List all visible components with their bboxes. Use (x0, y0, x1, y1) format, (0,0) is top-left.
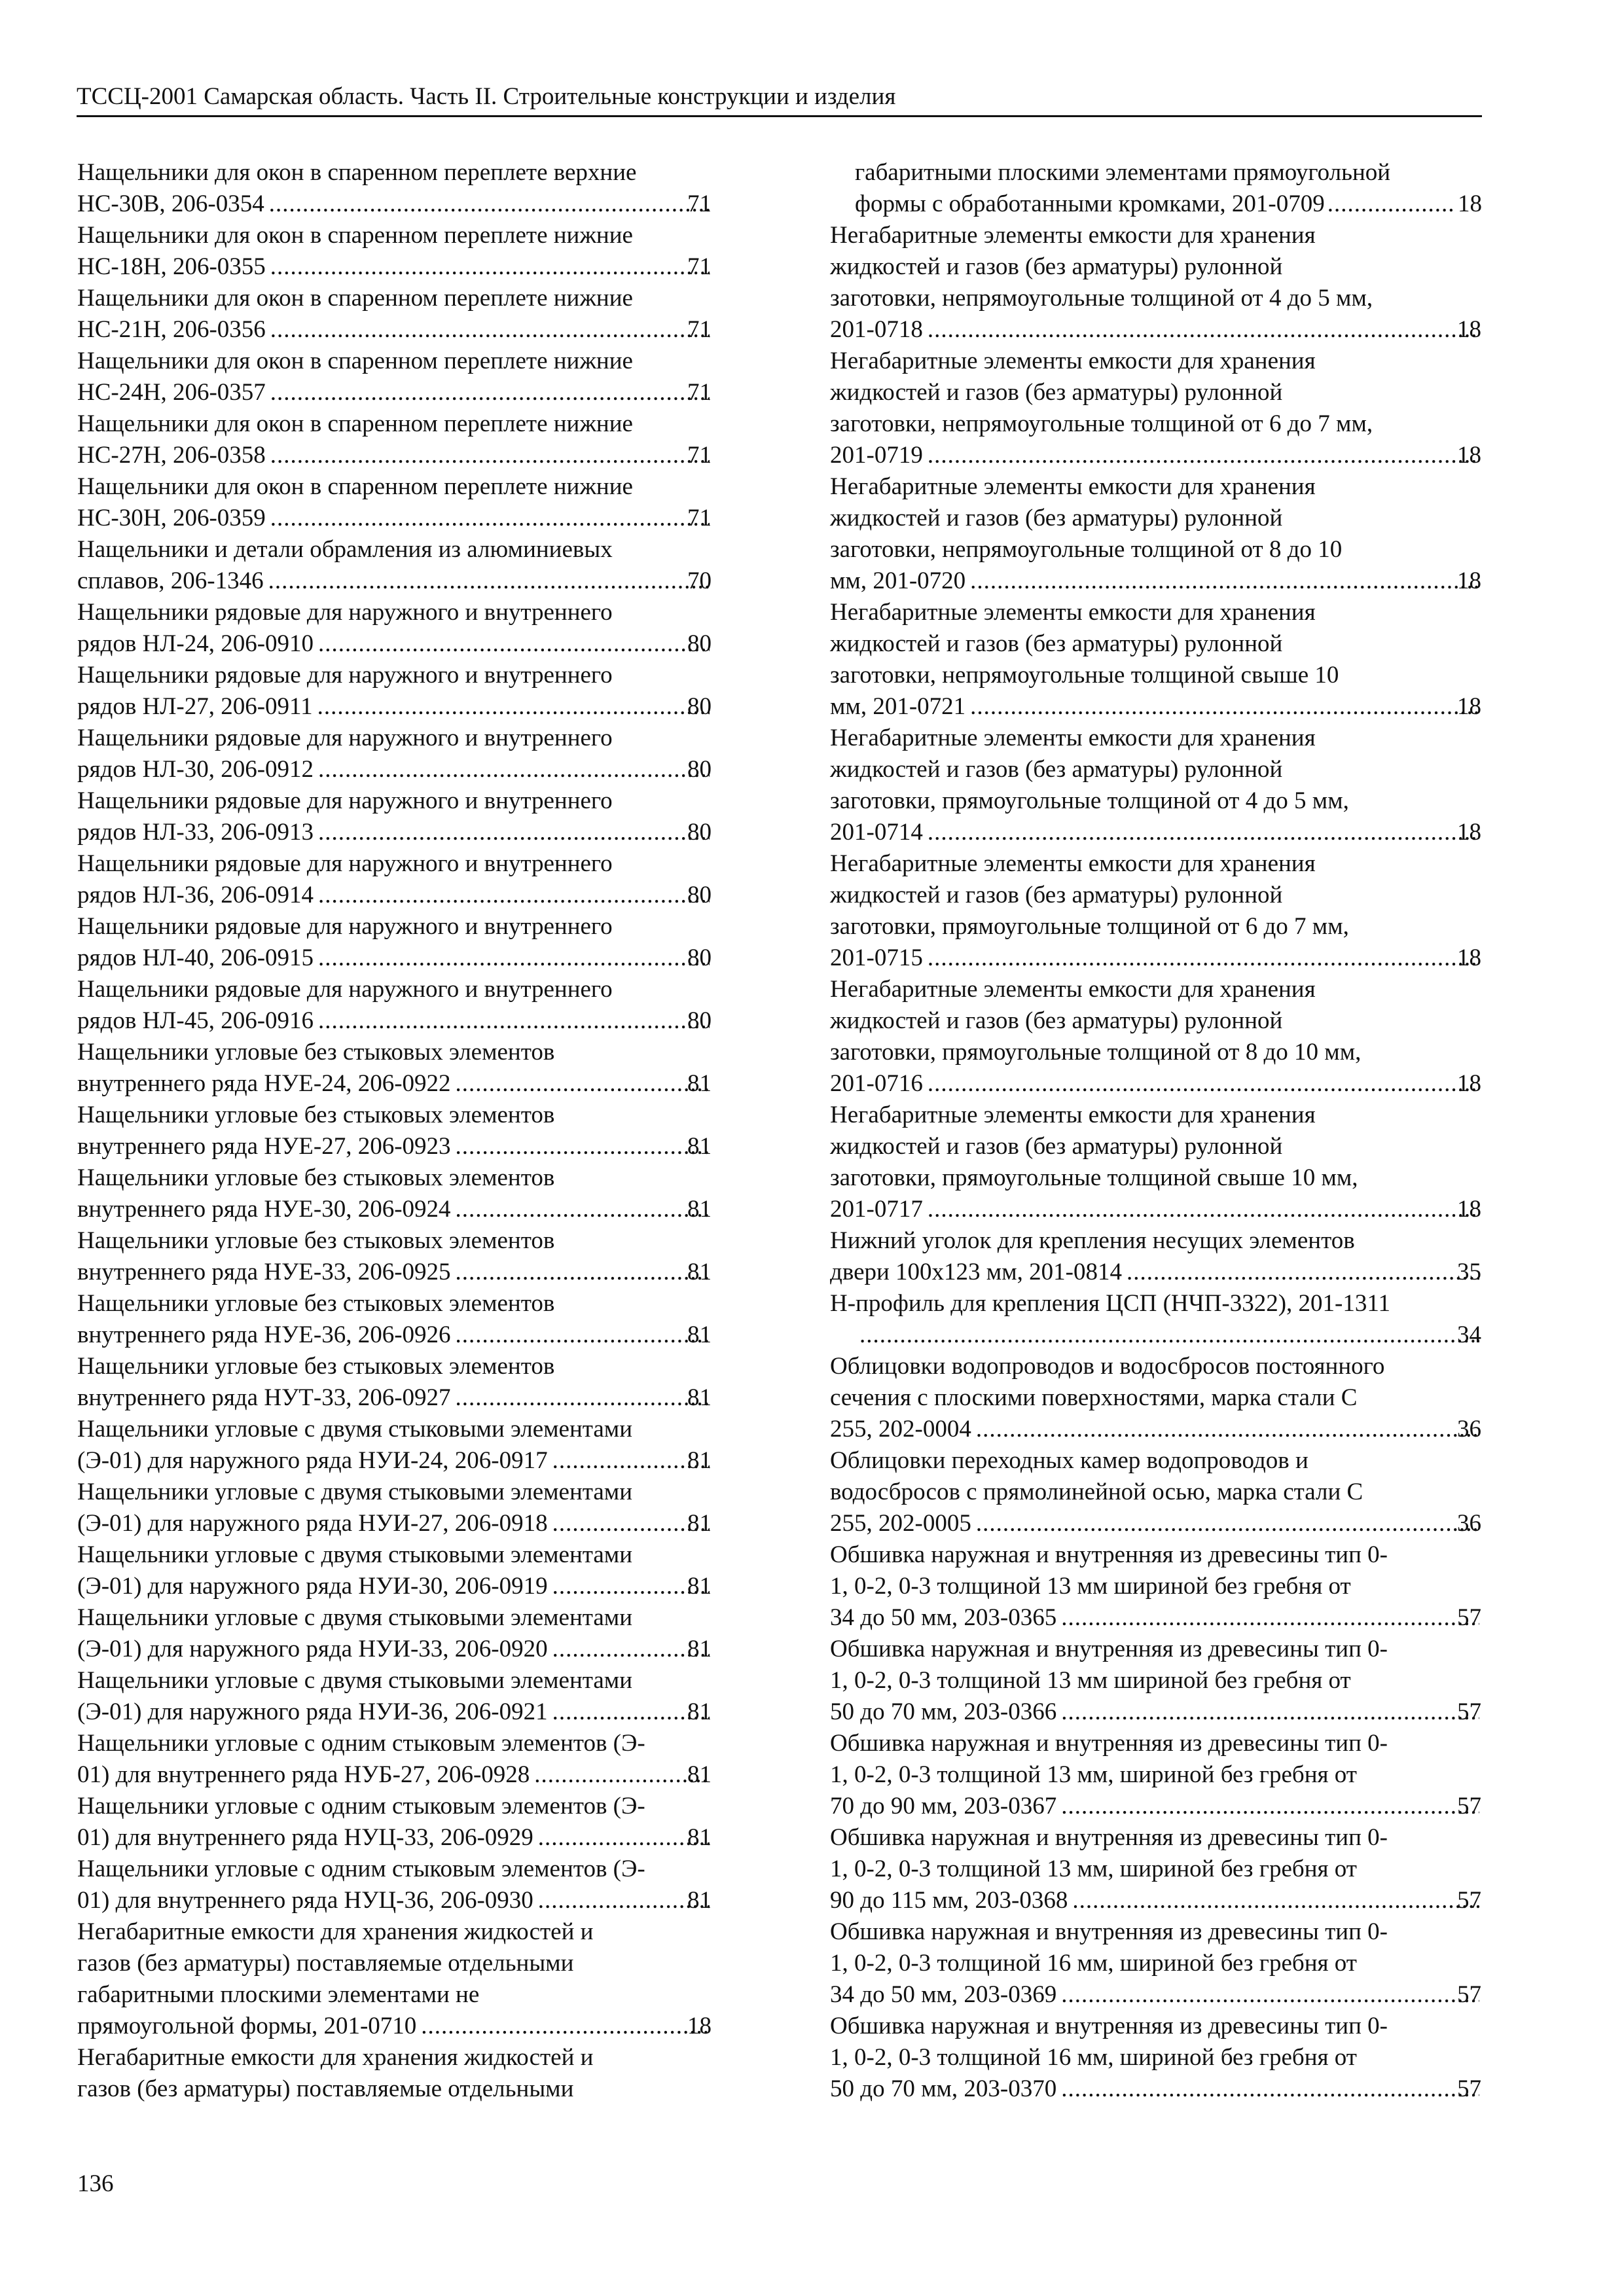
index-entry-text: Нащельники рядовые для наружного и внутреннего (77, 976, 613, 1003)
index-entry-last-line: 34 до 50 мм, 203-0365 ..... 57 (855, 1602, 1482, 1634)
index-entry-text: газов (без арматуры) поставляемые отдельными (77, 2075, 574, 2102)
index-entry-text: (Э-01) для наружного ряда НУИ-24, 206-0917 (77, 1447, 548, 1474)
index-entry-text: (Э-01) для наружного ряда НУИ-33, 206-0920 (77, 1636, 548, 1662)
index-entry-text: Нащельники угловые без стыковых элементов (77, 1102, 555, 1128)
index-entry-last-line: 34 до 50 мм, 203-0369 ..... 57 (855, 1979, 1482, 2011)
leader-dots (267, 188, 710, 220)
leader-dots (1125, 1257, 1479, 1288)
index-entry-text: Нащельники рядовые для наружного и внутреннего (77, 787, 613, 814)
index-entry-text: Негабаритные элементы емкости для хранения (830, 1102, 1316, 1128)
leader-dots (316, 880, 710, 911)
running-header: ТССЦ-2001 Самарская область. Часть II. Строительные конструкции и изделия (77, 82, 1482, 117)
index-entry-text: НС-30Н, 206-0359 (77, 505, 266, 531)
index-entry (77, 534, 712, 597)
index-entry-text: 201-0715 (830, 944, 923, 971)
index-entry-last-line: внутреннего ряда НУЕ-33, 206-0925 ..... 81 (102, 1257, 712, 1288)
index-entry-last-line: НС-24Н, 206-0357 ..... 71 (102, 377, 712, 408)
index-entry (830, 1288, 1482, 1351)
index-entry-text: заготовки, непрямоугольные толщиной от 8 до 10 (830, 536, 1343, 563)
index-entry (77, 283, 712, 346)
leader-dots (1059, 2073, 1479, 2105)
index-entry (77, 1602, 712, 1665)
index-entry (77, 1414, 712, 1477)
index-entry-text: 1, 0-2, 0-3 толщиной 13 мм, шириной без гребня от (830, 1761, 1357, 1788)
index-entry-last-line: внутреннего ряда НУТ-33, 206-0927 ..... 81 (102, 1382, 712, 1414)
leader-dots (968, 691, 1479, 723)
leader-dots (316, 754, 710, 785)
leader-dots (1059, 1791, 1479, 1822)
index-entry (830, 1100, 1482, 1225)
index-entry-text: Обшивка наружная и внутренняя из древесины тип 0- (830, 2013, 1388, 2039)
index-entry-text: 50 до 70 мм, 203-0366 (830, 1698, 1057, 1725)
index-entry-last-line: рядов НЛ-40, 206-0915 ..... 80 (102, 942, 712, 974)
index-entry-text: 201-0718 (830, 316, 923, 343)
index-page-ref: 18 (1458, 190, 1482, 217)
index-entry-last-line (855, 188, 1482, 220)
index-entry (77, 911, 712, 974)
leader-dots (454, 1131, 710, 1162)
index-entry-text: НС-27Н, 206-0358 (77, 442, 266, 469)
index-entry-text: жидкостей и газов (без арматуры) рулонной (830, 505, 1283, 531)
index-entry-text: жидкостей и газов (без арматуры) рулонной (830, 882, 1283, 908)
index-entry-text: внутреннего ряда НУЕ-24, 206-0922 (77, 1070, 451, 1097)
index-entry-text: жидкостей и газов (без арматуры) рулонной (830, 379, 1283, 406)
index-entry (77, 1288, 712, 1351)
leader-dots (316, 817, 710, 848)
leader-dots (419, 2011, 710, 2042)
index-entry-text: 201-0719 (830, 442, 923, 469)
index-entry-text: Негабаритные емкости для хранения жидкостей и (77, 1918, 594, 1945)
index-entry-last-line: рядов НЛ-30, 206-0912 ..... 80 (102, 754, 712, 785)
index-column-right (830, 157, 1482, 2105)
index-entry-text: внутреннего ряда НУЕ-33, 206-0925 (77, 1259, 451, 1285)
index-entry-last-line: 201-0715 ..... 18 (855, 942, 1482, 974)
index-entry-text: Негабаритные элементы емкости для хранения (830, 473, 1316, 500)
index-entry-last-line: 01) для внутреннего ряда НУЦ-36, 206-0930 ..... 81 (102, 1885, 712, 1916)
index-entry (830, 157, 1482, 220)
index-entry-last-line: 255, 202-0005 ..... 36 (855, 1508, 1482, 1539)
index-entry-last-line: внутреннего ряда НУЕ-30, 206-0924 ..... 81 (102, 1194, 712, 1225)
index-entry-text: прямоугольной формы, 201-0710 (77, 2013, 417, 2039)
leader-dots (926, 1194, 1479, 1225)
leader-dots (454, 1068, 710, 1100)
index-entry-text: Нащельники рядовые для наружного и внутреннего (77, 913, 613, 940)
leader-dots (536, 1885, 710, 1916)
index-entry-text: жидкостей и газов (без арматуры) рулонной (830, 630, 1283, 657)
leader-dots (454, 1257, 710, 1288)
index-entry-text: мм, 201-0721 (830, 693, 966, 720)
leader-dots (316, 942, 710, 974)
index-entry (77, 1854, 712, 1916)
index-entry-text: Нащельники угловые с одним стыковым элементов (Э- (77, 1856, 645, 1882)
leader-dots (316, 1005, 710, 1037)
leader-dots (268, 440, 710, 471)
index-entry-last-line: НС-30Н, 206-0359 ..... 71 (102, 503, 712, 534)
index-entry-text: (Э-01) для наружного ряда НУИ-30, 206-0919 (77, 1573, 548, 1600)
index-entry (77, 1477, 712, 1539)
index-entry-text: рядов НЛ-27, 206-0911 (77, 693, 313, 720)
index-entry (77, 1728, 712, 1791)
index-entry-text: газов (без арматуры) поставляемые отдельными (77, 1950, 574, 1977)
leader-dots (268, 503, 710, 534)
index-entry-text: Обшивка наружная и внутренняя из древесины тип 0- (830, 1636, 1388, 1662)
leader-dots (550, 1508, 710, 1539)
index-entry-text: заготовки, прямоугольные толщиной от 8 до 10 мм, (830, 1039, 1362, 1066)
index-entry (77, 1665, 712, 1728)
index-entry-text: 01) для внутреннего ряда НУЦ-36, 206-0930 (77, 1887, 533, 1914)
index-entry-text: Нащельники угловые с одним стыковым элементов (Э- (77, 1793, 645, 1820)
index-entry-last-line: рядов НЛ-33, 206-0913 ..... 80 (102, 817, 712, 848)
index-entry-text: Обшивка наружная и внутренняя из древесины тип 0- (830, 1730, 1388, 1757)
index-entry-last-line: мм, 201-0721 ..... 18 (855, 691, 1482, 723)
leader-dots (268, 314, 710, 346)
leader-dots (536, 1822, 710, 1854)
index-entry (830, 1634, 1482, 1728)
leader-dots (1070, 1885, 1479, 1916)
leader-dots (974, 1508, 1479, 1539)
index-entry-text: 1, 0-2, 0-3 толщиной 16 мм, шириной без гребня от (830, 1950, 1357, 1977)
leader-dots (550, 1445, 710, 1477)
index-entry-text: 01) для внутреннего ряда НУБ-27, 206-0928 (77, 1761, 530, 1788)
index-entry (830, 1822, 1482, 1916)
index-entry-text: Нащельники угловые без стыковых элементов (77, 1227, 555, 1254)
index-entry (77, 660, 712, 723)
leader-dots (926, 314, 1479, 346)
index-entry (830, 1728, 1482, 1822)
index-entry-text: 255, 202-0004 (830, 1416, 971, 1443)
index-entry-text: Обшивка наружная и внутренняя из древесины тип 0- (830, 1541, 1388, 1568)
index-entry (77, 157, 712, 220)
index-entry-text: рядов НЛ-36, 206-0914 (77, 882, 314, 908)
index-entry-text: Нащельники угловые без стыковых элементов (77, 1353, 555, 1380)
index-entry (77, 848, 712, 911)
index-entry-last-line: НС-21Н, 206-0356 ..... 71 (102, 314, 712, 346)
index-entry-text: рядов НЛ-24, 206-0910 (77, 630, 314, 657)
index-entry-text: заготовки, прямоугольные толщиной от 6 до 7 мм, (830, 913, 1349, 940)
index-entry-text: заготовки, непрямоугольные толщиной от 6 до 7 мм, (830, 410, 1373, 437)
leader-dots (316, 691, 710, 723)
index-entry-text: сплавов, 206-1346 (77, 567, 264, 594)
index-entry (830, 597, 1482, 723)
index-entry-text: Негабаритные элементы емкости для хранения (830, 725, 1316, 751)
index-entry-last-line: 201-0716 ..... 18 (855, 1068, 1482, 1100)
leader-dots (1059, 1696, 1479, 1728)
index-entry-text: двери 100х123 мм, 201-0814 (830, 1259, 1122, 1285)
index-entry-last-line: рядов НЛ-45, 206-0916 ..... 80 (102, 1005, 712, 1037)
index-entry (77, 1162, 712, 1225)
index-entry-text: Нащельники для окон в спаренном переплете верхние (77, 159, 637, 186)
index-entry-text: Негабаритные элементы емкости для хранения (830, 599, 1316, 626)
index-entry-last-line: мм, 201-0720 ..... 18 (855, 565, 1482, 597)
index-entry-text: 1, 0-2, 0-3 толщиной 13 мм шириной без гребня от (830, 1573, 1351, 1600)
index-entry-text: заготовки, непрямоугольные толщиной свыше 10 (830, 662, 1339, 689)
index-entry-last-line: 01) для внутреннего ряда НУБ-27, 206-0928 ..... 81 (102, 1759, 712, 1791)
index-entry-text: мм, 201-0720 (830, 567, 966, 594)
index-entry-last-line: 50 до 70 мм, 203-0366 ..... 57 (855, 1696, 1482, 1728)
index-entry-text: Нащельники угловые без стыковых элементов (77, 1290, 555, 1317)
index-entry-text: 34 до 50 мм, 203-0365 (830, 1604, 1057, 1631)
index-entry (77, 471, 712, 534)
index-entry-text: внутреннего ряда НУТ-33, 206-0927 (77, 1384, 451, 1411)
leader-dots (266, 565, 710, 597)
index-entry (830, 848, 1482, 974)
index-entry-text: Нащельники рядовые для наружного и внутреннего (77, 850, 613, 877)
index-entry-text: Нащельники для окон в спаренном переплете нижние (77, 348, 633, 374)
index-entry (830, 471, 1482, 597)
index-entry-text: внутреннего ряда НУЕ-36, 206-0926 (77, 1321, 451, 1348)
index-entry-text: Н-профиль для крепления ЦСП (НЧП-3322), 201-1311 (830, 1290, 1390, 1317)
index-entry-text: рядов НЛ-30, 206-0912 (77, 756, 314, 783)
index-entry-last-line: 201-0714 ..... 18 (855, 817, 1482, 848)
index-entry-text: 1, 0-2, 0-3 толщиной 16 мм, шириной без гребня от (830, 2044, 1357, 2071)
index-entry-last-line: (Э-01) для наружного ряда НУИ-33, 206-0920 ..... 81 (102, 1634, 712, 1665)
index-entry (830, 2011, 1482, 2105)
index-entry (77, 785, 712, 848)
index-entry-text: заготовки, непрямоугольные толщиной от 4 до 5 мм, (830, 285, 1373, 312)
index-entry-text: НС-30В, 206-0354 (77, 190, 264, 217)
leader-dots (1327, 188, 1455, 220)
index-entry-text: жидкостей и газов (без арматуры) рулонной (830, 1007, 1283, 1034)
index-entry (830, 1351, 1482, 1445)
index-entry-last-line: сплавов, 206-1346 ..... 70 (102, 565, 712, 597)
index-entry-text: 1, 0-2, 0-3 толщиной 13 мм, шириной без гребня от (830, 1856, 1357, 1882)
index-entry-last-line: НС-27Н, 206-0358 ..... 71 (102, 440, 712, 471)
index-entry-text: Нащельники для окон в спаренном переплете нижние (77, 285, 633, 312)
index-entry-text: габаритными плоскими элементами прямоугольной (855, 159, 1391, 186)
index-entry-last-line: 201-0717 ..... 18 (855, 1194, 1482, 1225)
index-entry-text: НС-24Н, 206-0357 (77, 379, 266, 406)
index-entry-text: Негабаритные элементы емкости для хранения (830, 222, 1316, 249)
index-entry-text: Нащельники угловые с одним стыковым элементов (Э- (77, 1730, 645, 1757)
index-entry (77, 1037, 712, 1100)
leader-dots (974, 1414, 1479, 1445)
index-entry-text: Нащельники угловые без стыковых элементов (77, 1039, 555, 1066)
index-entry-last-line: рядов НЛ-24, 206-0910 ..... 80 (102, 628, 712, 660)
index-entry (77, 1916, 712, 2042)
index-entry-last-line: 90 до 115 мм, 203-0368 ..... 57 (855, 1885, 1482, 1916)
index-entry-text: Нащельники угловые с двумя стыковыми элементами (77, 1667, 633, 1694)
index-entry-last-line: (Э-01) для наружного ряда НУИ-30, 206-0919 ..... 81 (102, 1571, 712, 1602)
page-number: 136 (77, 2170, 114, 2197)
index-entry-last-line: 201-0718 ..... 18 (855, 314, 1482, 346)
index-entry-last-line: (Э-01) для наружного ряда НУИ-36, 206-0921 ..... 81 (102, 1696, 712, 1728)
index-entry-last-line: 70 до 90 мм, 203-0367 ..... 57 (855, 1791, 1482, 1822)
leader-dots (857, 1319, 1479, 1351)
index-entry-text: (Э-01) для наружного ряда НУИ-27, 206-0918 (77, 1510, 548, 1537)
index-entry (77, 2042, 712, 2105)
index-entry-text: рядов НЛ-45, 206-0916 (77, 1007, 314, 1034)
index-entry-last-line: прямоугольной формы, 201-0710 ..... 18 (102, 2011, 712, 2042)
index-entry-last-line: внутреннего ряда НУЕ-24, 206-0922 ..... 81 (102, 1068, 712, 1100)
index-entry-text: Облицовки переходных камер водопроводов и (830, 1447, 1308, 1474)
index-entry-text: габаритными плоскими элементами не (77, 1981, 480, 2008)
index-entry-last-line: 50 до 70 мм, 203-0370 ..... 57 (855, 2073, 1482, 2105)
leader-dots (926, 1068, 1479, 1100)
leader-dots (1059, 1979, 1479, 2011)
index-entry-text: рядов НЛ-33, 206-0913 (77, 819, 314, 846)
leader-dots (926, 440, 1479, 471)
index-entry (77, 346, 712, 408)
index-entry-text: (Э-01) для наружного ряда НУИ-36, 206-0921 (77, 1698, 548, 1725)
index-entry-text: Нащельники угловые с двумя стыковыми элементами (77, 1479, 633, 1505)
index-entry-text: внутреннего ряда НУЕ-30, 206-0924 (77, 1196, 451, 1223)
index-entry (830, 1916, 1482, 2011)
leader-dots (968, 565, 1479, 597)
index-entry-text: Нащельники для окон в спаренном переплете нижние (77, 473, 633, 500)
index-entry-text: НС-18Н, 206-0355 (77, 253, 266, 280)
index-entry (77, 723, 712, 785)
index-entry-last-line: 01) для внутреннего ряда НУЦ-33, 206-0929 ..... 81 (102, 1822, 712, 1854)
leader-dots (268, 377, 710, 408)
index-entry-text: Облицовки водопроводов и водосбросов постоянного (830, 1353, 1385, 1380)
index-entry-text: 201-0714 (830, 819, 923, 846)
index-entry-text: Нащельники рядовые для наружного и внутреннего (77, 662, 613, 689)
leader-dots (926, 817, 1479, 848)
leader-dots (454, 1382, 710, 1414)
index-entry (77, 408, 712, 471)
index-entry-last-line: НС-30В, 206-0354 ..... 71 (102, 188, 712, 220)
index-entry (830, 974, 1482, 1100)
leader-dots (532, 1759, 710, 1791)
index-entry-text: Обшивка наружная и внутренняя из древесины тип 0- (830, 1824, 1388, 1851)
index-entry-last-line: 255, 202-0004 ..... 36 (855, 1414, 1482, 1445)
index-entry (830, 1225, 1482, 1288)
index-entry-text: заготовки, прямоугольные толщиной от 4 до 5 мм, (830, 787, 1349, 814)
index-entry-last-line: (Э-01) для наружного ряда НУИ-27, 206-0918 ..... 81 (102, 1508, 712, 1539)
index-entry-text: 34 до 50 мм, 203-0369 (830, 1981, 1057, 2008)
leader-dots (550, 1696, 710, 1728)
index-entry-text: Обшивка наружная и внутренняя из древесины тип 0- (830, 1918, 1388, 1945)
leader-dots (268, 251, 710, 283)
index-entry-text: Нащельники и детали обрамления из алюминиевых (77, 536, 613, 563)
index-entry-text: Нащельники для окон в спаренном переплете нижние (77, 410, 633, 437)
index-entry-text: Негабаритные емкости для хранения жидкостей и (77, 2044, 594, 2071)
index-entry-text: внутреннего ряда НУЕ-27, 206-0923 (77, 1133, 451, 1160)
index-entry-text: Негабаритные элементы емкости для хранения (830, 976, 1316, 1003)
index-entry (77, 1351, 712, 1414)
index-entry-text: НС-21Н, 206-0356 (77, 316, 266, 343)
leader-dots (550, 1571, 710, 1602)
leader-dots (454, 1194, 710, 1225)
index-entry-last-line: рядов НЛ-36, 206-0914 ..... 80 (102, 880, 712, 911)
index-entry-text: 01) для внутреннего ряда НУЦ-33, 206-0929 (77, 1824, 533, 1851)
index-entry-last-line: НС-18Н, 206-0355 ..... 71 (102, 251, 712, 283)
index-entry-text: Нащельники угловые без стыковых элементов (77, 1164, 555, 1191)
index-entry-text: жидкостей и газов (без арматуры) рулонной (830, 253, 1283, 280)
index-entry-text: сечения с плоскими поверхностями, марка стали С (830, 1384, 1358, 1411)
index-entry-text: заготовки, прямоугольные толщиной свыше 10 мм, (830, 1164, 1358, 1191)
index-entry (830, 220, 1482, 346)
index-entry (830, 346, 1482, 471)
index-entry-text: 201-0717 (830, 1196, 923, 1223)
index-entry-text: Нащельники угловые с двумя стыковыми элементами (77, 1604, 633, 1631)
index-entry-text: 70 до 90 мм, 203-0367 (830, 1793, 1057, 1820)
index-entry-text: рядов НЛ-40, 206-0915 (77, 944, 314, 971)
index-entry (830, 1445, 1482, 1539)
index-entry (77, 1539, 712, 1602)
index-entry-text: Негабаритные элементы емкости для хранения (830, 348, 1316, 374)
index-entry-text: 50 до 70 мм, 203-0370 (830, 2075, 1057, 2102)
index-entry-last-line: внутреннего ряда НУЕ-27, 206-0923 ..... 81 (102, 1131, 712, 1162)
index-entry (830, 723, 1482, 848)
index-entry-text: Нащельники угловые с двумя стыковыми элементами (77, 1416, 633, 1443)
index-entry (77, 1791, 712, 1854)
index-entry (77, 597, 712, 660)
index-entry (77, 974, 712, 1037)
leader-dots (454, 1319, 710, 1351)
leader-dots (316, 628, 710, 660)
index-entry-text: формы с обработанными кромками, 201-0709 (855, 190, 1325, 217)
index-entry (77, 1225, 712, 1288)
index-entry-text: Нащельники рядовые для наружного и внутреннего (77, 725, 613, 751)
index-entry-text: Негабаритные элементы емкости для хранения (830, 850, 1316, 877)
index-entry-text: жидкостей и газов (без арматуры) рулонной (830, 1133, 1283, 1160)
leader-dots (1059, 1602, 1479, 1634)
index-entry-text: Нижний уголок для крепления несущих элементов (830, 1227, 1355, 1254)
index-entry-last-line: двери 100х123 мм, 201-0814 ..... 35 (855, 1257, 1482, 1288)
index-entry-text: Нащельники рядовые для наружного и внутреннего (77, 599, 613, 626)
index-entry-last-line: внутреннего ряда НУЕ-36, 206-0926 ..... 81 (102, 1319, 712, 1351)
leader-dots (550, 1634, 710, 1665)
index-entry-text: Нащельники для окон в спаренном переплете нижние (77, 222, 633, 249)
index-entry-text: жидкостей и газов (без арматуры) рулонной (830, 756, 1283, 783)
index-entry (77, 1100, 712, 1162)
index-entry-text: 201-0716 (830, 1070, 923, 1097)
index-entry-text: Нащельники угловые с двумя стыковыми элементами (77, 1541, 633, 1568)
index-entry (77, 220, 712, 283)
index-entry-last-line: рядов НЛ-27, 206-0911 ..... 80 (102, 691, 712, 723)
index-entry-last-line: 201-0719 ..... 18 (855, 440, 1482, 471)
index-column-left (77, 157, 712, 2105)
leader-dots (926, 942, 1479, 974)
index-entry-text: 255, 202-0005 (830, 1510, 971, 1537)
index-entry-text: водосбросов с прямолинейной осью, марка стали С (830, 1479, 1363, 1505)
index-entry-last-line: ..... 34 (855, 1319, 1482, 1351)
index-entry-text: 90 до 115 мм, 203-0368 (830, 1887, 1068, 1914)
index-entry (830, 1539, 1482, 1634)
index-entry-last-line: (Э-01) для наружного ряда НУИ-24, 206-0917 ..... 81 (102, 1445, 712, 1477)
index-entry-text: 1, 0-2, 0-3 толщиной 13 мм шириной без гребня от (830, 1667, 1351, 1694)
